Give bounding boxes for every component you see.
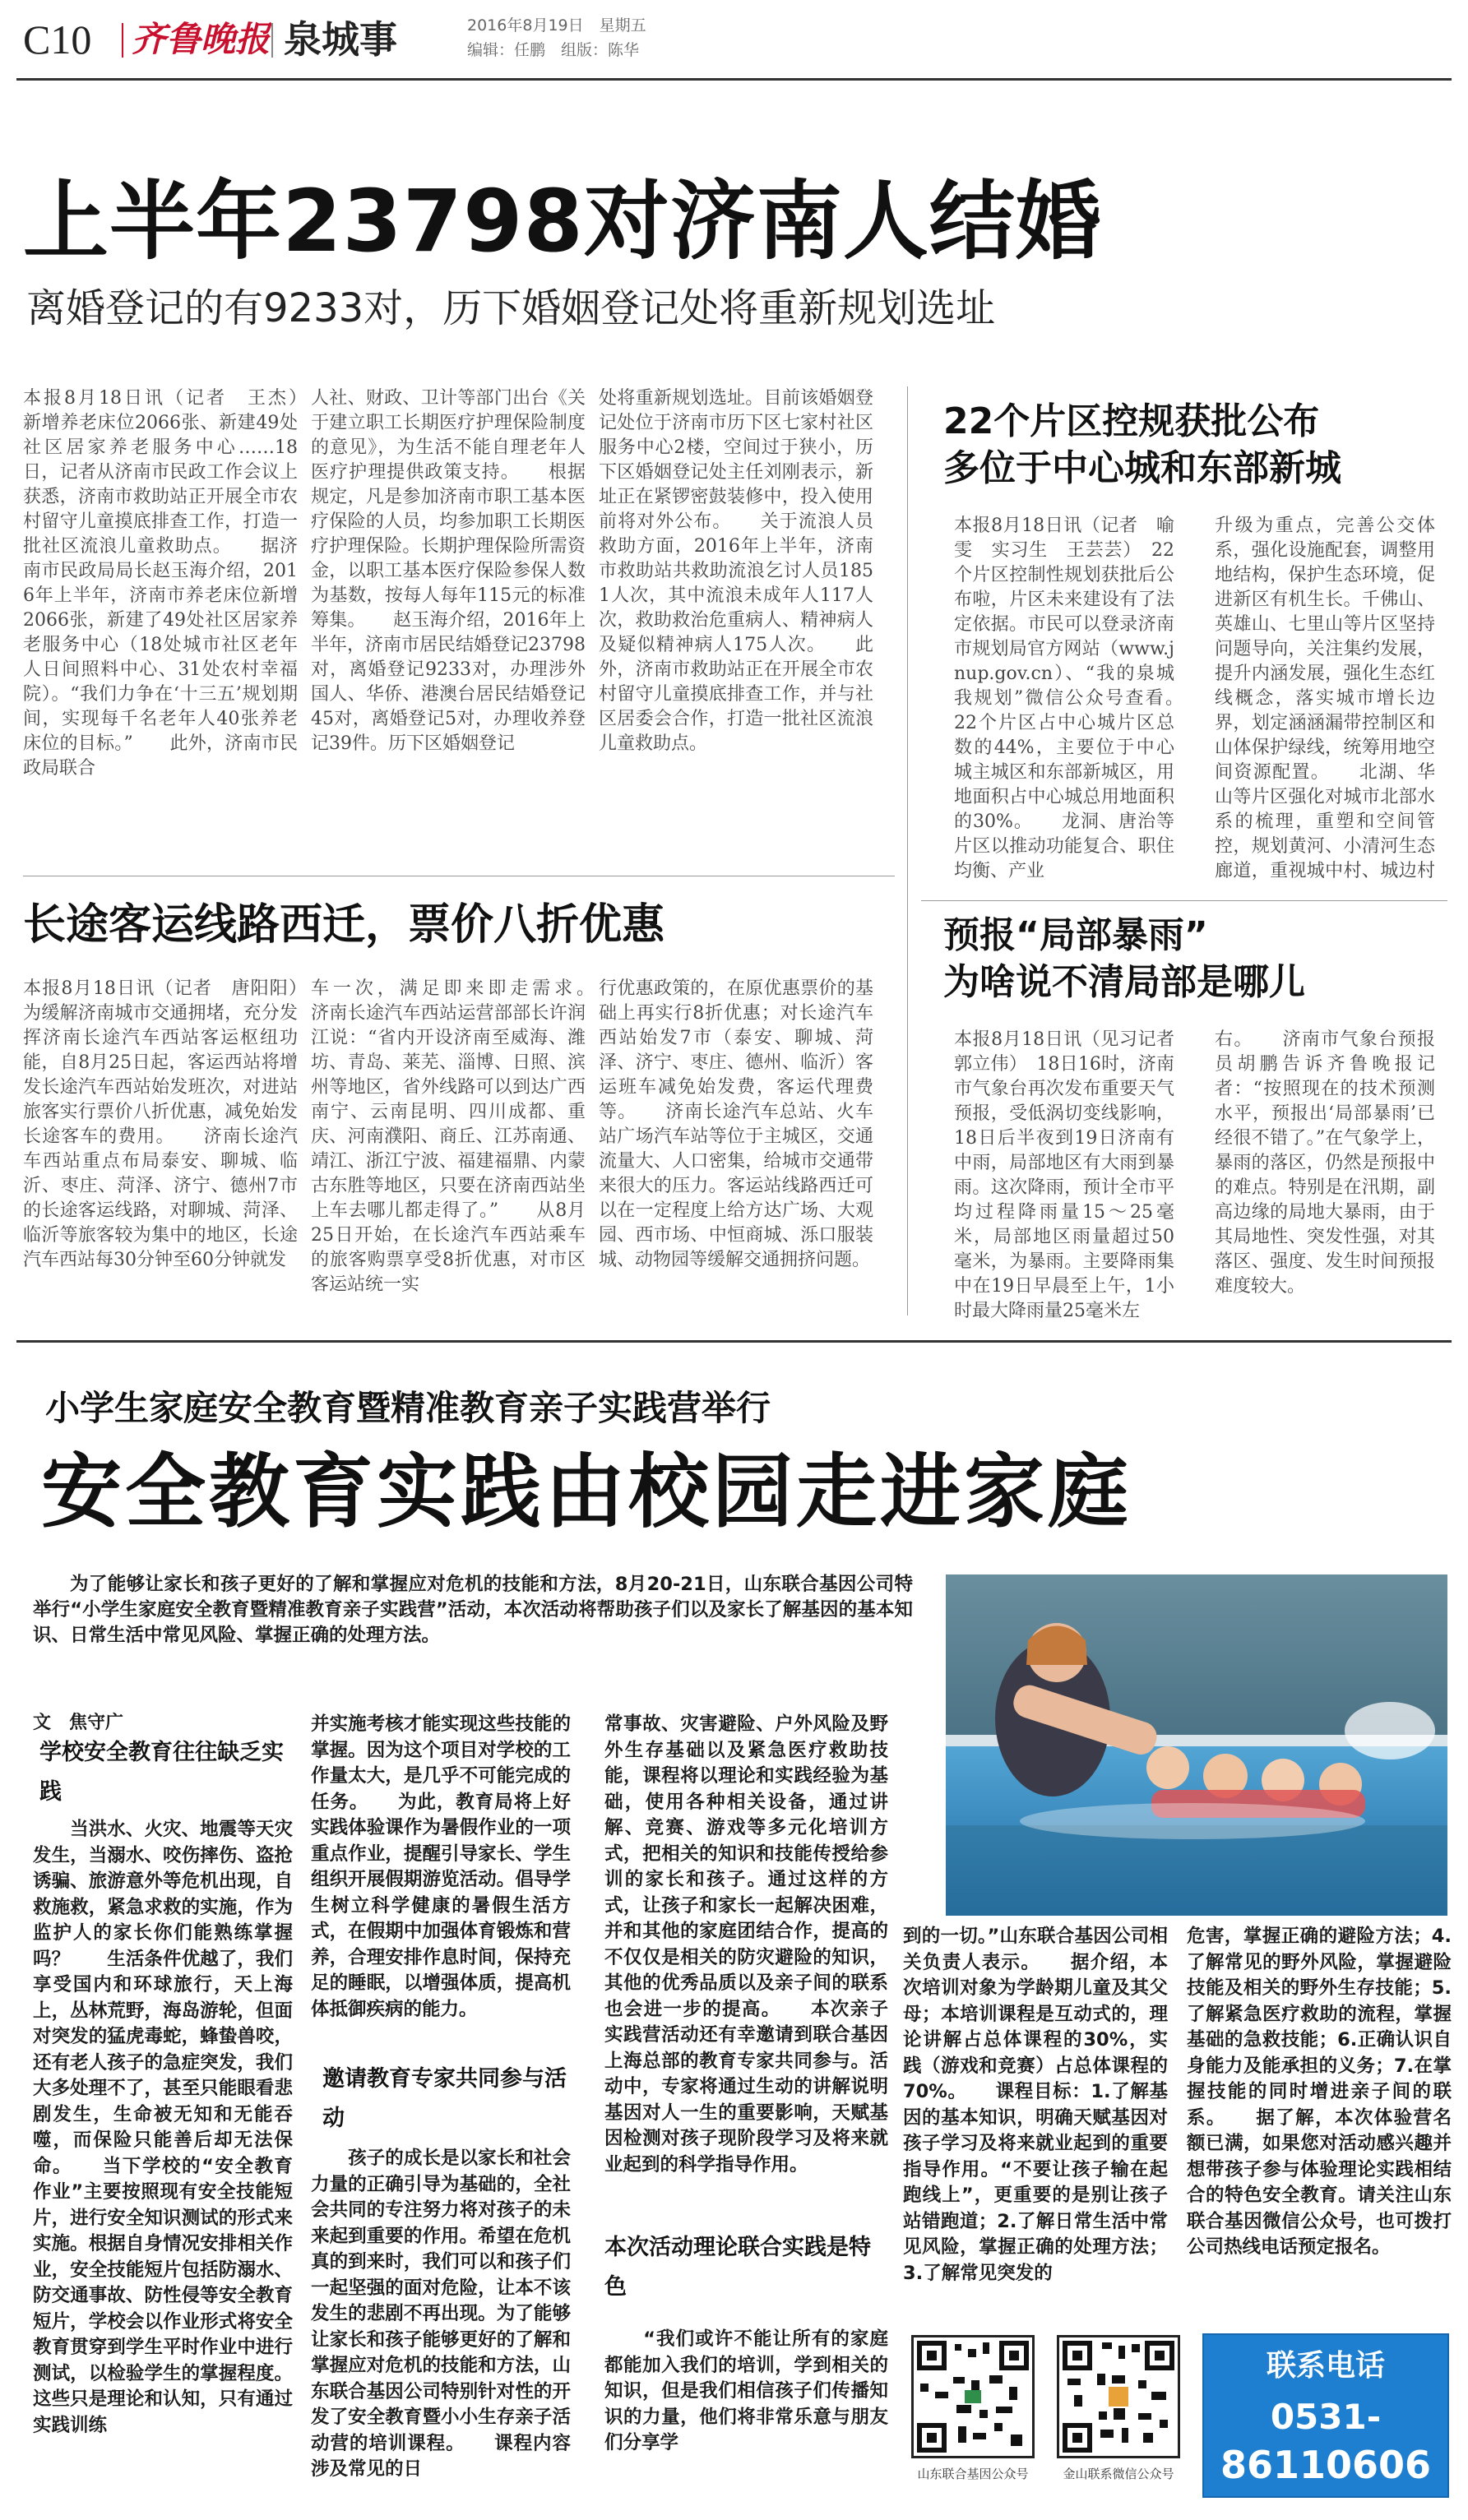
story5-subhead-3: 本次活动理论联合实践是特色 [604,2235,871,2300]
story2-col2: 升级为重点，完善公交体系，强化设施配套，调整用地结构，保护生态环境，促进新区有机生长。千佛山、英雄山、七里山等片区坚持问题导向，关注集约发展，提升内涵发展，强化生态红线概念，落实城市增长边界，划定涵涵漏带控制区和山体保护绿线，统筹用地空间资源配置。 北湖、华山等片区强化对城市北部水系的梳理，重塑和空间管控，规划黄河、小清河生态廊道，重视城中村、城边村 [1215,516,1435,881]
issue-date [467,15,646,36]
story5-subhead-2: 邀请教育专家共同参与活动 [322,2066,567,2131]
qr-code-icon [914,2337,1032,2456]
story5-headline: 安全教育实践由校园走进家庭 [41,1445,1132,1539]
story3-col1: 本报8月18日讯（记者 唐阳阳） 为缓解济南城市交通拥堵，充分发挥济南长途汽车西站客运枢纽功能，自8月25日起，客运西站将增发长途汽车西站始发班次，对进站旅客实行票价八折优惠，减免始发长途客车的费用。 济南长途汽车西站重点布局泰安、聊城、临沂、枣庄、菏泽、济宁、德州7市的长途客运线路，对聊城、菏泽、临沂等旅客较为集中的地区，长途汽车西站每30分钟至60分钟就发 [23,978,298,1270]
masthead-rule [16,78,1452,81]
story3-col2: 车一次，满足即来即走需求。 济南长途汽车西站运营部部长许润江说：“省内开设济南至威海、潍坊、青岛、莱芜、淄博、日照、滨州等地区，省外线路可以到达广西南宁、云南昆明、四川成都、重庆、河南濮阳、商丘、江苏南通、靖江、浙江宁波、福建福鼎、内蒙古东胜等地区，只要在济南西站坐上车去哪儿都走得了。” 从8月25日开始，在长途汽车西站乘车的旅客购票享受8折优惠，对市区客运站统一实 [311,978,586,1295]
story4-headline-line2: 为啥说不清局部是哪儿 [943,961,1305,1003]
masthead-divider-2 [271,23,273,58]
column-divider [907,386,908,1315]
story2-headline-line2: 多位于中心城和东部新城 [943,447,1341,489]
designer-text: 组版：陈华 [561,41,640,59]
paper-logo: 齐鲁晚报 [132,19,271,59]
qr-code-union-gene[interactable] [911,2335,1035,2458]
story5-col5: 危害，掌握正确的避险方法；4.了解常见的野外风险，掌握避险技能及相关的野外生存技能；5.了解紧急医疗救助的流程，掌握基础的急救技能；6.正确认识自身能力及能承担的义务；7.在掌握技能的同时增进亲子间的联系。 据了解，本次体验营名额已满，如果您对活动感兴趣并想带孩子参与体验理论实践相结合的特色安全教育。请关注山东联合基因微信公众号，也可拨打公司热线电话预定报名。 [1187,1926,1452,2258]
story5-col2a: 并实施考核才能实现这些技能的掌握。因为这个项目对学校的工作量太大，是几乎不可能完成的任务。 为此，教育局将上好实践体验课作为暑假作业的一项重点作业，提醒引导家长、学生组织开展假期游览活动。倡导学生树立科学健康的暑假生活方式，在假期中加强体育锻炼和营养，合理安排作息时间，保持充足的睡眠，以增强体质，提高机体抵御疾病的能力。 [311,1713,571,2020]
section-rule-main [16,1340,1452,1343]
editor-credit [467,39,639,61]
story1-col3: 处将重新规划选址。目前该婚姻登记处位于济南市历下区七家村社区服务中心2楼，空间过于狭小，历下区婚姻登记处主任刘刚表示，新址正在紧锣密鼓装修中，投入使用前将对外公布。 关于流浪人员救助方面，2016年上半年，济南市救助站共救助流浪乞讨人员1851人次，其中流浪未成年人117人次，救助救治危重病人、精神病人及疑似精神病人175人次。 此外，济南市救助站正在开展全市农村留守儿童摸底排查工作，并与社区居委会合作，打造一批社区流浪儿童救助点。 [599,388,873,754]
story4-headline-line1: 预报“局部暴雨” [943,914,1208,956]
story2-col1: 本报8月18日讯（记者 喻雯 实习生 王芸芸） 22个片区控制性规划获批后公布啦，片区未来建设有了法定依据。市民可以登录济南市规划局官方网站（www.jnup.gov.cn）、“我的泉城我规划”微信公众号查看。 22个片区占中心城片区总数的44%，主要位于中心城主城区和东部新城区，用地面积占中心城总用地面积的30%。 龙洞、唐治等片区以推动功能复合、职住均衡、产业 [954,516,1174,881]
story5-lead: 为了能够让家长和孩子更好的了解和掌握应对危机的技能和方法，8月20-21日，山东联合基因公司特举行“小学生家庭安全教育暨精准教育亲子实践营”活动，本次活动将帮助孩子们以及家长了解基因的基本知识、日常生活中常见风险、掌握正确的处理方法。 [33,1574,913,1646]
story2-headline-line1: 22个片区控规获批公布 [943,400,1320,442]
story3-col3: 行优惠政策的，在原优惠票价的基础上再实行8折优惠；对长途汽车西站始发7市（泰安、聊城、菏泽、济宁、枣庄、德州、临沂）客运班车减免始发费，客运代理费等。 济南长途汽车总站、火车站广场汽车站等位于主城区，交通流量大、人口密集，给城市交通带来很大的压力。客运站线路西迁可以在一定程度上给方达广场、大观园、西市场、中恒商城、泺口服装城、动物园等缓解交通拥挤问题。 [599,978,873,1270]
story5-col3a: 常事故、灾害避险、户外风险及野外生存基础以及紧急医疗救助技能，课程将以理论和实践经验为基础，使用各种相关设备，通过讲解、竞赛、游戏等多元化培训方式，把相关的知识和技能传授给参训的家长和孩子。通过这样的方式，让孩子和家长一起解决困难，并和其他的家庭团结合作，提高的不仅仅是相关的防灾避险的知识，其他的优秀品质以及亲子间的联系也会进一步的提高。 本次亲子实践营活动还有幸邀请到联合基因上海总部的教育专家共同参与。活动中，专家将通过生动的讲解说明基因对人一生的重要影响，天赋基因检测对孩子现阶段学习及将来就业起到的科学指导作用。 [604,1713,888,2176]
masthead [0,0,1468,78]
story5-col4: 到的一切。”山东联合基因公司相关负责人表示。 据介绍，本次培训对象为学龄期儿童及其父母；本培训课程是互动式的，理论讲解占总体课程的30%，实践（游戏和竞赛）占总体课程的70%。 课程目标：1.了解基因的基本知识，明确天赋基因对孩子学习及将来就业起到的重要指导作用。“不要让孩子输在起跑线上”，更重要的是别让孩子站错跑道；2.了解日常生活中常见风险，掌握正确的处理方法；3.了解常见突发的 [903,1926,1168,2284]
pool-illustration [946,1574,1447,1916]
page-number: C10 [23,16,92,62]
story1-col2: 人社、财政、卫计等部门出台《关于建立职工长期医疗护理保险制度的意见》，为生活不能自理老年人医疗护理提供政策支持。 根据规定，凡是参加济南市职工基本医疗保险的人员，均参加职工长期医疗护理保险。长期护理保险所需资金，以职工基本医疗保险参保人数为基数，按每人每年115元的标准筹集。 赵玉海介绍，2016年上半年，济南市居民结婚登记23798对，离婚登记9233对，办理涉外国人、华侨、港澳台居民结婚登记45对，离婚登记5对，办理收养登记39件。历下区婚姻登记 [311,388,586,754]
qr-code-icon [1059,2337,1178,2456]
masthead-divider [122,23,123,58]
editor-text: 编辑：任鹏 [467,41,546,59]
date-text: 2016年8月19日 [467,16,584,35]
story1-col1: 本报8月18日讯（记者 王杰） 新增养老床位2066张、新建49处社区居家养老服务中心……18日，记者从济南市民政工作会议上获悉，济南市救助站正开展全市农村留守儿童摸底排查工作，打造一批社区流浪儿童救助点。 据济南市民政局局长赵玉海介绍，2016年上半年，济南市养老床位新增2066张，新建了49处社区居家养老服务中心（18处城市社区老年人日间照料中心、31处农村幸福院）。“我们力争在‘十三五’规划期间，实现每千名老年人40张养老床位的目标。” 此外，济南市民政局联合 [23,388,298,779]
contact-phone-line1: 0531- [1270,2397,1382,2437]
story5-col3b: “我们或许不能让所有的家庭都能加入我们的培训，学到相关的知识，但是我们相信孩子们传播知识的力量，他们将非常乐意与朋友们分享学 [604,2328,888,2453]
contact-phone-box[interactable] [1202,2333,1449,2498]
qr-code-jinshan[interactable] [1057,2335,1180,2458]
story5-col1: 当洪水、火灾、地震等天灾发生，当溺水、咬伤摔伤、盗抢诱骗、旅游意外等危机出现，自救施救，紧急求救的实施，作为监护人的家长你们能熟练掌握吗？ 生活条件优越了，我们享受国内和环球旅行，天上海上，丛林荒野，海岛游轮，但面对突发的猛虎毒蛇，蜂蛰兽咬，还有老人孩子的急症突发，我们大多处理不了，甚至只能眼看悲剧发生，生命被无知和无能吞噬，而保险只能善后却无法保命。 当下学校的“安全教育作业”主要按照现有安全技能短片，进行安全知识测试的形式来实施。根据自身情况安排相关作业，安全技能短片包括防溺水、防交通事故、防性侵等安全教育短片，学校会以作业形式将安全教育贯穿到学生平时作业中进行测试，以检验学生的掌握程度。这些只是理论和认知，只有通过实践训练 [33,1819,293,2436]
story1-headline: 上半年23798对济南人结婚 [23,171,1102,271]
story5-kicker: 小学生家庭安全教育暨精准教育亲子实践营举行 [45,1388,771,1428]
section-rule-right [921,900,1447,901]
story5-col2b: 孩子的成长是以家长和社会力量的正确引导为基础的，全社会共同的专注努力将对孩子的未来起到重要的作用。希望在危机真的到来时，我们可以和孩子们一起坚强的面对危险，让本不该发生的悲剧不再出现。为了能够让家长和孩子能够更好的了解和掌握应对危机的技能和方法，山东联合基因公司特别针对性的开发了安全教育暨小小生存亲子活动营的培训课程。 课程内容涉及常见的日 [311,2148,571,2480]
qr-caption-union-gene: 山东联合基因公众号 [917,2467,1029,2481]
story1-subheadline: 离婚登记的有9233对，历下婚姻登记处将重新规划选址 [26,285,996,331]
swim-class-photo [946,1574,1447,1916]
weekday-text: 星期五 [599,16,646,35]
story5-subhead-1: 学校安全教育往往缺乏实践 [39,1740,284,1805]
story4-col2: 右。 济南市气象台预报员胡鹏告诉齐鲁晚报记者：“按照现在的技术预测水平，预报出‘局部暴雨’已经很不错了。”在气象学上，暴雨的落区，仍然是预报中的难点。特别是在汛期，副高边缘的局地大暴雨，由于其局地性、突发性强，对其落区、强度、发生时间预报难度较大。 [1215,1029,1435,1297]
story4-col1: 本报8月18日讯（见习记者 郭立伟） 18日16时，济南市气象台再次发布重要天气预报，受低涡切变线影响，18日后半夜到19日济南有中雨，局部地区有大雨到暴雨。这次降雨，预计全市平均过程降雨量15～25毫米，局部地区雨量超过50毫米，为暴雨。主要降雨集中在19日早晨至上午，1小时最大降雨量25毫米左 [954,1029,1174,1321]
contact-label: 联系电话 [1266,2349,1385,2383]
contact-phone-line2: 86110606 [1220,2443,1432,2487]
qr-caption-jinshan: 金山联系微信公众号 [1063,2467,1174,2481]
section-name: 泉城事 [284,17,397,62]
story5-byline: 文 焦守广 [33,1713,124,1733]
story3-headline: 长途客运线路西迁，票价八折优惠 [23,900,665,950]
